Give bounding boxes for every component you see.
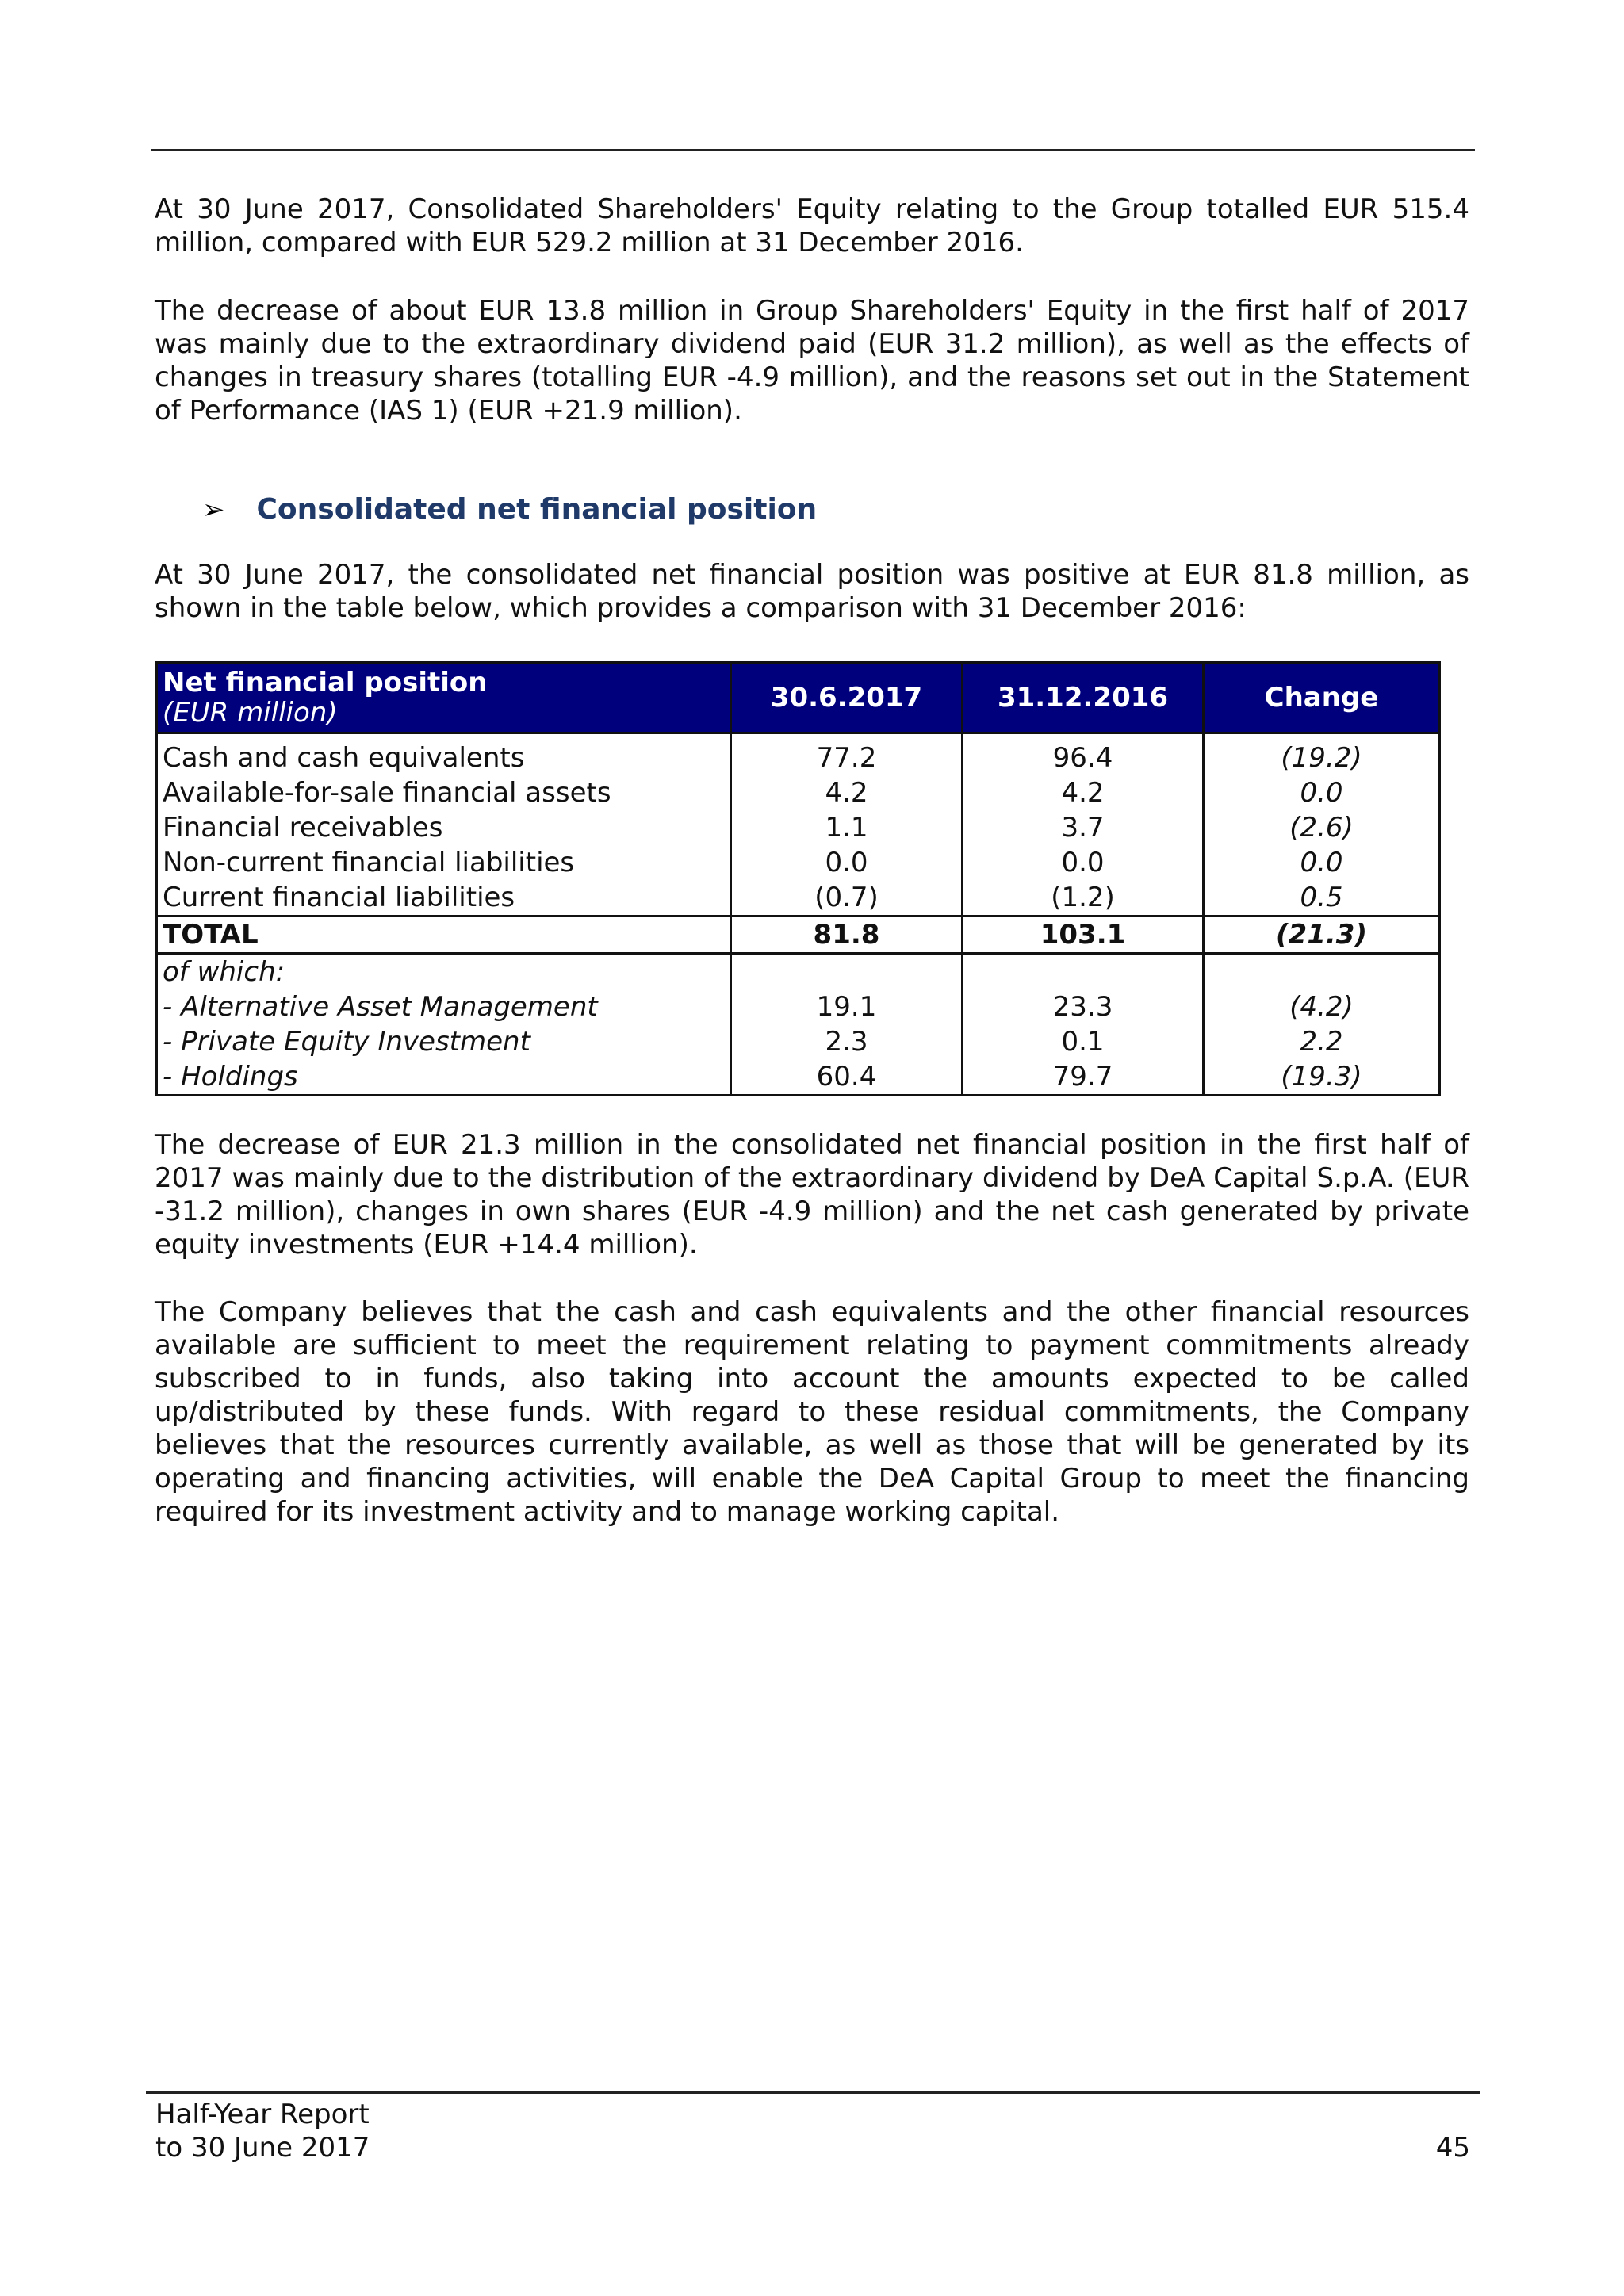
row-value-2016: 0.0 — [963, 845, 1204, 880]
row-change: (19.3) — [1204, 1059, 1440, 1096]
row-value-2016: 3.7 — [963, 810, 1204, 845]
row-value-2017: 77.2 — [731, 740, 963, 775]
table-row — [157, 845, 1440, 880]
total-label: TOTAL — [157, 916, 731, 954]
table-row — [157, 989, 1440, 1024]
row-value-2017: 60.4 — [731, 1059, 963, 1096]
section-heading — [202, 493, 817, 526]
row-change: (2.6) — [1204, 810, 1440, 845]
total-change: (21.3) — [1204, 916, 1440, 954]
row-label: - Private Equity Investment — [157, 1024, 731, 1059]
paragraph-nfp-decrease: The decrease of EUR 21.3 million in the consolidated net financial position in the first half of 2017 was mainly due to the distribution of the extraordinary dividend by DeA Capital S.p.A. (EUR -31.2 million), changes in own shares (EUR -4.9 million) and the net cash generated by private equity investments (EUR +14.4 million). — [155, 1129, 1469, 1261]
header-col-change: Change — [1204, 663, 1440, 733]
paragraph-nfp-intro: At 30 June 2017, the consolidated net financial position was positive at EUR 81.8 million, as shown in the table below, which provides a comparison with 31 December 2016: — [155, 559, 1469, 624]
page-number: 45 — [1435, 2132, 1470, 2164]
row-value-2016: 0.1 — [963, 1024, 1204, 1059]
header-title: Net financial position — [163, 667, 488, 698]
header-title-cell — [157, 663, 731, 733]
row-label: Current financial liabilities — [157, 880, 731, 916]
paragraph-equity-decrease: The decrease of about EUR 13.8 million in Group Shareholders' Equity in the first half of 2017 was mainly due to the extraordinary dividend paid (EUR 31.2 million), as well as the effects of changes in treasury shares (totalling EUR -4.9 million), and the reasons set out in the Statement of Performance (IAS 1) (EUR +21.9 million). — [155, 295, 1469, 427]
row-value-2016: 4.2 — [963, 775, 1204, 810]
footer-report-title — [155, 2098, 370, 2164]
row-change: 0.0 — [1204, 845, 1440, 880]
row-value-2017: 4.2 — [731, 775, 963, 810]
section-heading-text: Consolidated net financial position — [256, 493, 818, 526]
row-label: Cash and cash equivalents — [157, 740, 731, 775]
table-row — [157, 1024, 1440, 1059]
row-value-2017: 19.1 — [731, 989, 963, 1024]
row-label: Available-for-sale financial assets — [157, 775, 731, 810]
table-header-row — [157, 663, 1440, 733]
row-label: Non-current financial liabilities — [157, 845, 731, 880]
total-value-2017: 81.8 — [731, 916, 963, 954]
row-change: (19.2) — [1204, 740, 1440, 775]
table-row — [157, 775, 1440, 810]
row-label: - Alternative Asset Management — [157, 989, 731, 1024]
header-rule — [151, 149, 1475, 151]
footer-line-2: to 30 June 2017 — [155, 2132, 370, 2164]
table-row — [157, 1059, 1440, 1096]
table-row — [157, 810, 1440, 845]
row-value-2017: 1.1 — [731, 810, 963, 845]
row-label: - Holdings — [157, 1059, 731, 1096]
paragraph-shareholders-equity: At 30 June 2017, Consolidated Shareholders' Equity relating to the Group totalled EUR 515.4 million, compared with EUR 529.2 million at 31 December 2016. — [155, 193, 1469, 258]
arrow-bullet-icon: ➢ — [202, 493, 225, 526]
table-total-row — [157, 916, 1440, 954]
row-value-2016: 96.4 — [963, 740, 1204, 775]
of-which-label: of which: — [157, 954, 731, 990]
table-row — [157, 880, 1440, 916]
row-value-2016: 79.7 — [963, 1059, 1204, 1096]
row-value-2017: 0.0 — [731, 845, 963, 880]
header-unit: (EUR million) — [163, 697, 338, 729]
row-change: 2.2 — [1204, 1024, 1440, 1059]
of-which-row — [157, 954, 1440, 990]
footer-line-1: Half-Year Report — [155, 2099, 370, 2130]
row-change: 0.5 — [1204, 880, 1440, 916]
row-value-2017: 2.3 — [731, 1024, 963, 1059]
row-label: Financial receivables — [157, 810, 731, 845]
paragraph-resources: The Company believes that the cash and cash equivalents and the other financial resources available are sufficient to meet the requirement relating to payment commitments already subscribed to in funds, also taking into account the amounts expected to be called up/distributed by these funds. With regard to these residual commitments, the Company believes that the resources currently available, as well as those that will be generated by its operating and financing activities, will enable the DeA Capital Group to meet the financing required for its investment activity and to manage working capital. — [155, 1296, 1469, 1528]
header-col-31-12-2016: 31.12.2016 — [963, 663, 1204, 733]
row-value-2017: (0.7) — [731, 880, 963, 916]
row-value-2016: 23.3 — [963, 989, 1204, 1024]
row-value-2016: (1.2) — [963, 880, 1204, 916]
total-value-2016: 103.1 — [963, 916, 1204, 954]
header-col-30-6-2017: 30.6.2017 — [731, 663, 963, 733]
row-change: 0.0 — [1204, 775, 1440, 810]
net-financial-position-table — [155, 661, 1441, 1096]
footer-rule — [146, 2091, 1480, 2094]
table-row — [157, 740, 1440, 775]
row-change: (4.2) — [1204, 989, 1440, 1024]
